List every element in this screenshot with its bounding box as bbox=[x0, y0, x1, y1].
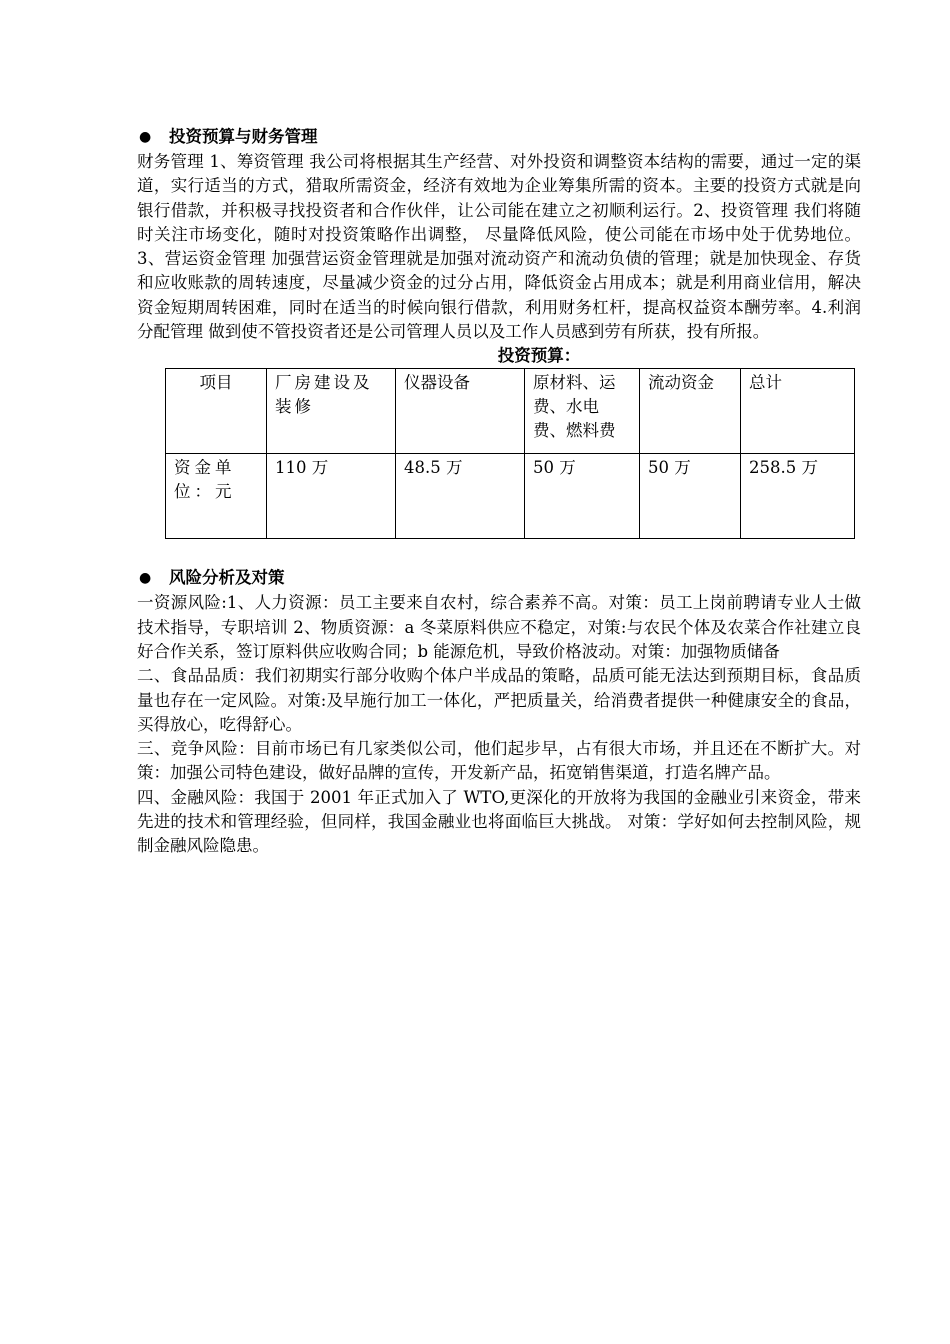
section-heading-investment bbox=[137, 124, 861, 150]
table-header-row bbox=[166, 369, 855, 454]
heading-text: 风险分析及对策 bbox=[169, 568, 285, 588]
table-cell: 50 万 bbox=[525, 454, 640, 539]
header-cell: 仪器设备 bbox=[396, 369, 525, 454]
finance-paragraph: 财务管理 1、筹资管理 我公司将根据其生产经营、对外投资和调整资本结构的需要，通过一定的渠道，实行适当的方式，猎取所需资金，经济有效地为企业筹集所需的资本。主要的投资方式就是向银行借款，并积极寻找投资者和合作伙伴，让公司能在建立之初顺利运行。2、投资管理 我们将随时关注市场变化，随时对投资策略作出调整， 尽量降低风险，使公司能在市场中处于优势地位。 3、营运资金管理 加强营运资金管理就是加强对流动资产和流动负债的管理；就是加快现金、存货和应收账款的周转速度，尽量减少资金的过分占用，降低资金占用成本；就是利用商业信用，解决资金短期周转困难，同时在适当的时候向银行借款，利用财务杠杆，提高权益资本酬劳率。4.利润分配管理 做到使不管投资者还是公司管理人员以及工作人员感到劳有所获，投有所报。 bbox=[137, 152, 861, 342]
header-cell: 流动资金 bbox=[640, 369, 741, 454]
header-cell: 原材料、运费、水电费、燃料费 bbox=[525, 369, 640, 454]
risk-paragraph: 一资源风险:1、人力资源：员工主要来自农村，综合素养不高。对策：员工上岗前聘请专业人士做技术指导，专职培训 2、物质资源：a 冬菜原料供应不稳定，对策:与农民个体及农菜合作社建立良好合作关系，签订原料供应收购合同；b 能源危机，导致价格波动。对策：加强物质储备 bbox=[137, 593, 861, 661]
bullet-icon: ● bbox=[139, 570, 152, 587]
heading-text: 投资预算与财务管理 bbox=[169, 127, 318, 146]
risk-paragraph: 四、金融风险：我国于 2001 年正式加入了 WTO,更深化的开放将为我国的金融业引来资金，带来先进的技术和管理经验，但同样，我国金融业也将面临巨大挑战。 对策：学好如何去控制风险，规制金融风险隐患。 bbox=[137, 787, 861, 856]
table-caption: 投资预算： bbox=[497, 346, 581, 366]
table-cell: 48.5 万 bbox=[396, 454, 525, 539]
header-cell: 厂房建设及装修 bbox=[267, 369, 396, 454]
risk-paragraph: 三、竞争风险：目前市场已有几家类似公司，他们起步早，占有很大市场，并且还在不断扩大。对策：加强公司特色建设，做好品牌的宣传，开发新产品，拓宽销售渠道，打造名牌产品。 bbox=[137, 739, 861, 783]
risk-paragraph: 二、食品品质：我们初期实行部分收购个体户半成品的策略，品质可能无法达到预期目标，食品质量也存在一定风险。对策:及早施行加工一体化，严把质量关，给消费者提供一种健康安全的食品，买得放心，吃得舒心。 bbox=[137, 666, 861, 734]
table-cell: 110 万 bbox=[267, 454, 396, 539]
header-cell: 总计 bbox=[741, 369, 855, 454]
document-page bbox=[137, 124, 861, 859]
table-row bbox=[166, 454, 855, 539]
table-cell: 258.5 万 bbox=[741, 454, 855, 539]
header-cell: 项目 bbox=[166, 369, 267, 454]
table-cell: 资金单位：元 bbox=[166, 454, 267, 539]
budget-table bbox=[165, 368, 855, 539]
bullet-icon: ● bbox=[139, 129, 152, 145]
section-heading-risk bbox=[137, 565, 861, 591]
table-cell: 50 万 bbox=[640, 454, 741, 539]
